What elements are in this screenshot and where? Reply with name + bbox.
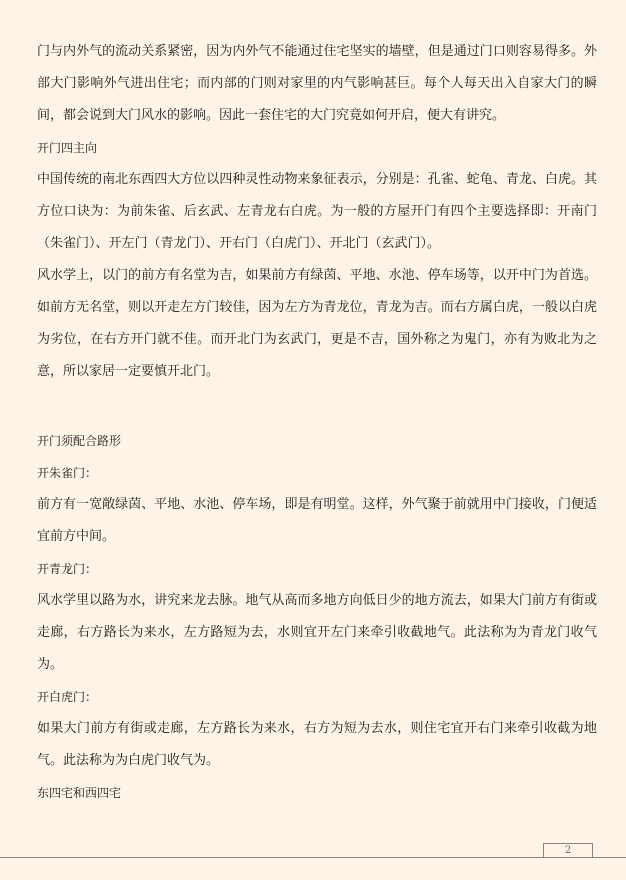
heading-road-shape: 开门须配合路形 [37, 434, 122, 448]
paragraph-zhuque-gate: 前方有一宽敞绿茵、平地、水池、停车场，即是有明堂。这样，外气聚于前就用中门接收，门便适宜前方中间。 [37, 497, 597, 544]
heading-baihu-gate: 开白虎门： [37, 690, 98, 704]
paragraph-baihu-gate: 如果大门前方有街或走廊，左方路长为来水，右方为短为去水，则住宅宜开右门来牵引收截为地气。此法称为为白虎门收气为。 [37, 721, 597, 768]
heading-zhuque-gate: 开朱雀门： [37, 466, 98, 480]
paragraph-mingtang: 风水学上，以门的前方有名堂为吉，如果前方有绿茵、平地、水池、停车场等，以开中门为首选。如前方无名堂，则以开走左方门较佳，因为左方为青龙位，青龙为吉。而右方属白虎，一般以白虎为劣位，在右方开门就不佳。而开北门为玄武门，更是不吉，国外称之为鬼门，亦有为败北为之意，所以家居一定要慎开北门。 [37, 268, 597, 379]
footer-rule [0, 857, 626, 858]
page-body [37, 36, 597, 809]
paragraph-qinglong-gate: 风水学里以路为水，讲究来龙去脉。地气从高而多地方向低日少的地方流去，如果大门前方有街或走廊，右方路长为来水，左方路短为去，水则宜开左门来牵引收截地气。此法称为为青龙门收气为。 [37, 593, 597, 672]
blank-line [37, 388, 597, 425]
paragraph-intro: 门与内外气的流动关系紧密，因为内外气不能通过住宅坚实的墙壁，但是通过门口则容易得多。外部大门影响外气进出住宅；而内部的门则对家里的内气影响甚巨。每个人每天出入自家大门的瞬间，都会说到大门风水的影响。因此一套住宅的大门究竟如何开启，便大有讲究。 [37, 44, 597, 123]
heading-qinglong-gate: 开青龙门： [37, 562, 98, 576]
paragraph-four-animals: 中国传统的南北东西四大方位以四种灵性动物来象征表示，分别是：孔雀、蛇龟、青龙、白虎。其方位口诀为：为前朱雀、后玄武、左青龙右白虎。为一般的方屋开门有四个主要选择即：开南门（朱雀门）、开左门（青龙门）、开右门（白虎门）、开北门（玄武门）。 [37, 172, 597, 251]
heading-east-west-houses: 东四宅和西四宅 [37, 786, 122, 800]
heading-four-directions: 开门四主向 [37, 141, 98, 155]
page-number: 2 [564, 845, 572, 856]
